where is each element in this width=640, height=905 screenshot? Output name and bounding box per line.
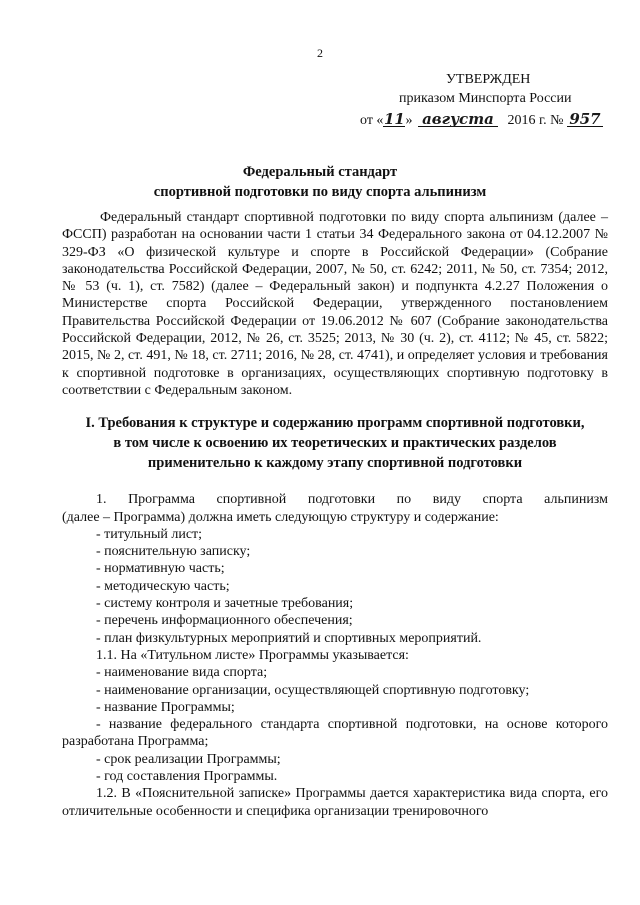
intro-paragraph: Федеральный стандарт спортивной подготовки по виду спорта альпинизм (далее – ФССП) разработан на основании части 1 статьи 34 Федерального закона от 04.12.2007 № 329-ФЗ «О физической культуре и спорте в Российской Федерации» (Собрание законодательства Российской Федерации, 2007, № 50, ст. 6242; 2011, № 50, ст. 7354; 2012, № 53 (ч. 1), ст. 7582) (далее – Федеральный закон) и подпункта 4.2.27 Положения о Министерстве спорта Российской Федерации, утвержденного постановлением Правительства Российской Федерации от 19.06.2012 № 607 (Собрание законодательства Российской Федерации, 2012, № 26, ст. 3525; 2013, № 30 (ч. 2), ст. 4112; № 45, ст. 5822; 2015, № 2, ст. 491, № 18, ст. 2711; 2016, № 28, ст. 4741), и определяет условия и требования к спортивной подготовке в организациях, осуществляющих спортивную подготовку в соответствии с Федеральным законом. (62, 210, 608, 398)
approval-order: приказом Минспорта России (399, 91, 572, 106)
paragraph-1-2: 1.2. В «Пояснительной записке» Программы дается характеристика вида спорта, его отличительные особенности и специфика организации тренировочного (62, 786, 608, 819)
page-number: 2 (317, 46, 323, 60)
section-heading-line-1: I. Требования к структуре и содержанию программ спортивной подготовки, (85, 415, 585, 432)
title-line-2: спортивной подготовки по виду спорта альпинизм (153, 184, 487, 200)
structure-item: - пояснительную записку; (96, 544, 251, 560)
section-heading-1 (62, 413, 608, 473)
title-page-item: - название Программы; (96, 699, 235, 715)
date-prefix: от « (360, 113, 384, 128)
title-page-item: - срок реализации Программы; (96, 751, 281, 767)
section-heading-line-3: применительно к каждому этапу спортивной подготовки (147, 455, 523, 472)
structure-item: - титульный лист; (96, 526, 203, 542)
handwritten-day: 11 (384, 110, 405, 128)
approval-date-line (360, 112, 603, 129)
structure-item: - нормативную часть; (96, 561, 225, 577)
document-title (0, 162, 640, 202)
handwritten-number: 957 (567, 112, 603, 127)
paragraph-1-line-2: (далее – Программа) должна иметь следующую структуру и содержание: (62, 509, 499, 525)
date-year: 2016 г. № (507, 113, 564, 128)
title-page-item: - название федерального стандарта спортивной подготовки, на основе которого разработана Программа; (62, 717, 608, 750)
structure-item: - перечень информационного обеспечения; (96, 613, 353, 629)
document-body (62, 209, 608, 820)
paragraph-1-line-1: 1. Программа спортивной подготовки по виду спорта альпинизм (96, 492, 608, 508)
structure-item: - систему контроля и зачетные требования; (96, 596, 354, 612)
paragraph-1-1: 1.1. На «Титульном листе» Программы указывается: (96, 647, 409, 663)
handwritten-month: августа (418, 112, 498, 127)
approval-title: УТВЕРЖДЕН (446, 72, 531, 87)
section-heading-line-2: в том числе к освоению их теоретических и практических разделов (113, 435, 557, 452)
structure-item: - план физкультурных мероприятий и спортивных мероприятий. (96, 630, 482, 646)
date-mid: » (405, 113, 413, 128)
title-line-1: Федеральный стандарт (242, 164, 398, 180)
title-page-item: - наименование вида спорта; (96, 665, 268, 681)
title-page-item: - наименование организации, осуществляющей спортивную подготовку; (96, 682, 530, 698)
title-page-item: - год составления Программы. (96, 769, 278, 785)
structure-item: - методическую часть; (96, 578, 230, 594)
paragraph-1 (62, 491, 608, 526)
